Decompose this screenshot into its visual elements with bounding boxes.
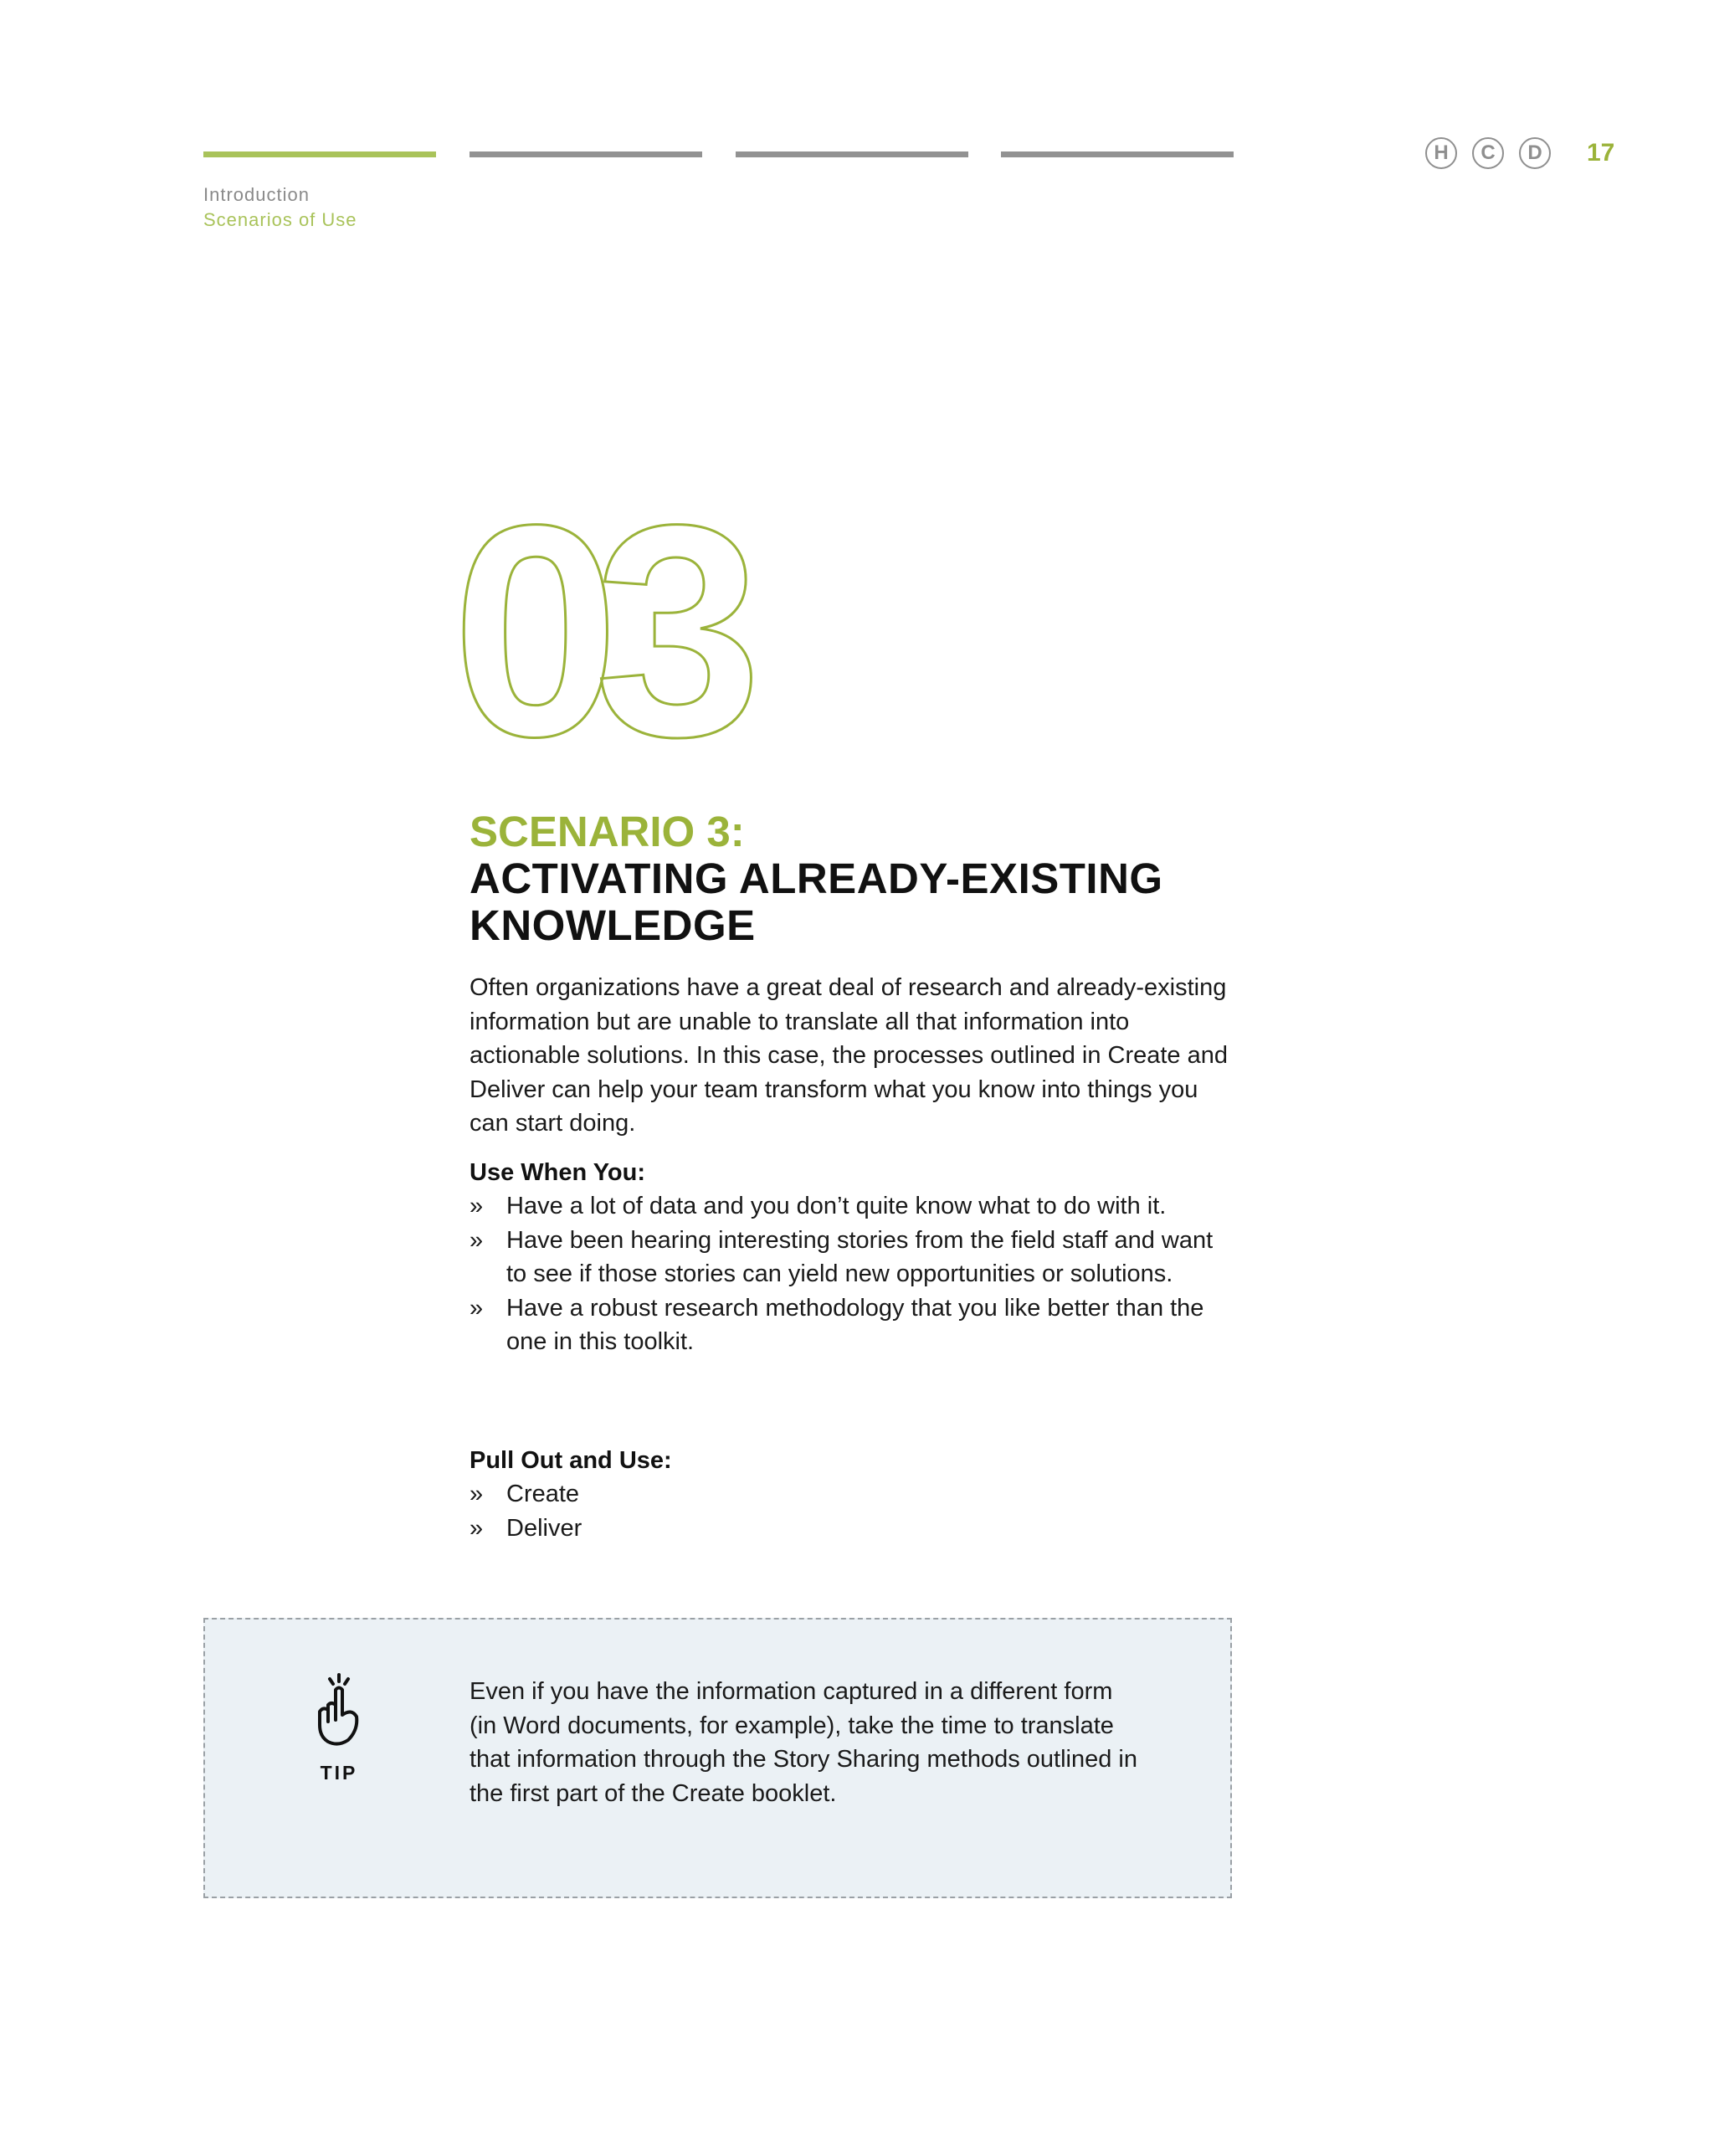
breadcrumb-section: Introduction — [203, 184, 310, 205]
list-item-text: Have a lot of data and you don’t quite know what to do with it. — [506, 1193, 1167, 1219]
list-item — [470, 1512, 1223, 1546]
list-item-text: Create — [506, 1481, 580, 1507]
section-progress-segment — [470, 151, 702, 157]
pointing-finger-icon — [310, 1671, 368, 1747]
bullet-glyph: » — [470, 1193, 484, 1219]
section-progress-active — [203, 151, 436, 157]
hcd-logo — [1425, 137, 1551, 169]
tip-box — [203, 1618, 1232, 1898]
scenario-label: SCENARIO 3: — [470, 808, 745, 855]
section-progress-segment — [736, 151, 968, 157]
list-item-text: Deliver — [506, 1514, 582, 1542]
use-when-list — [470, 1189, 1223, 1359]
scenario-title: ACTIVATING ALREADY-EXISTING KNOWLEDGE — [470, 855, 1163, 949]
section-progress-segment — [1001, 151, 1234, 157]
tip-text: Even if you have the information captured in a different form (in Word documents, for example), take the time to translate that information through the Story Sharing methods outlined in the first part of the Create booklet. — [470, 1678, 1137, 1807]
hcd-letter-h: H — [1425, 137, 1457, 169]
hcd-letter-c: C — [1472, 137, 1504, 169]
breadcrumb-current: Scenarios of Use — [203, 209, 357, 230]
use-when-heading: Use When You: — [470, 1159, 645, 1186]
pull-out-list — [470, 1477, 1223, 1545]
list-item-text: Have a robust research methodology that you like better than the one in this toolkit. — [506, 1294, 1204, 1355]
scenario-number — [452, 511, 829, 753]
bullet-glyph: » — [470, 1514, 484, 1542]
page-number: 17 — [1587, 139, 1615, 167]
pull-out-heading: Pull Out and Use: — [470, 1447, 672, 1474]
list-item — [470, 1189, 1223, 1224]
list-item-text: Have been hearing interesting stories from the field staff and want to see if those stories can yield new opportunities or solutions. — [506, 1226, 1214, 1287]
tip-label: TIP — [320, 1762, 358, 1784]
bullet-glyph: » — [470, 1481, 484, 1507]
hcd-letter-d: D — [1519, 137, 1551, 169]
bullet-glyph: » — [470, 1226, 484, 1254]
bullet-glyph: » — [470, 1294, 484, 1322]
list-item — [470, 1477, 1223, 1512]
scenario-intro: Often organizations have a great deal of research and already-existing information but are unable to translate all that information into actionable solutions. In this case, the processes outlined in Create and Deliver can help your team transform what you know into things you can start doing. — [470, 974, 1228, 1137]
list-item — [470, 1291, 1223, 1359]
scenario-number-text: 03 — [452, 511, 737, 753]
list-item — [470, 1224, 1223, 1291]
